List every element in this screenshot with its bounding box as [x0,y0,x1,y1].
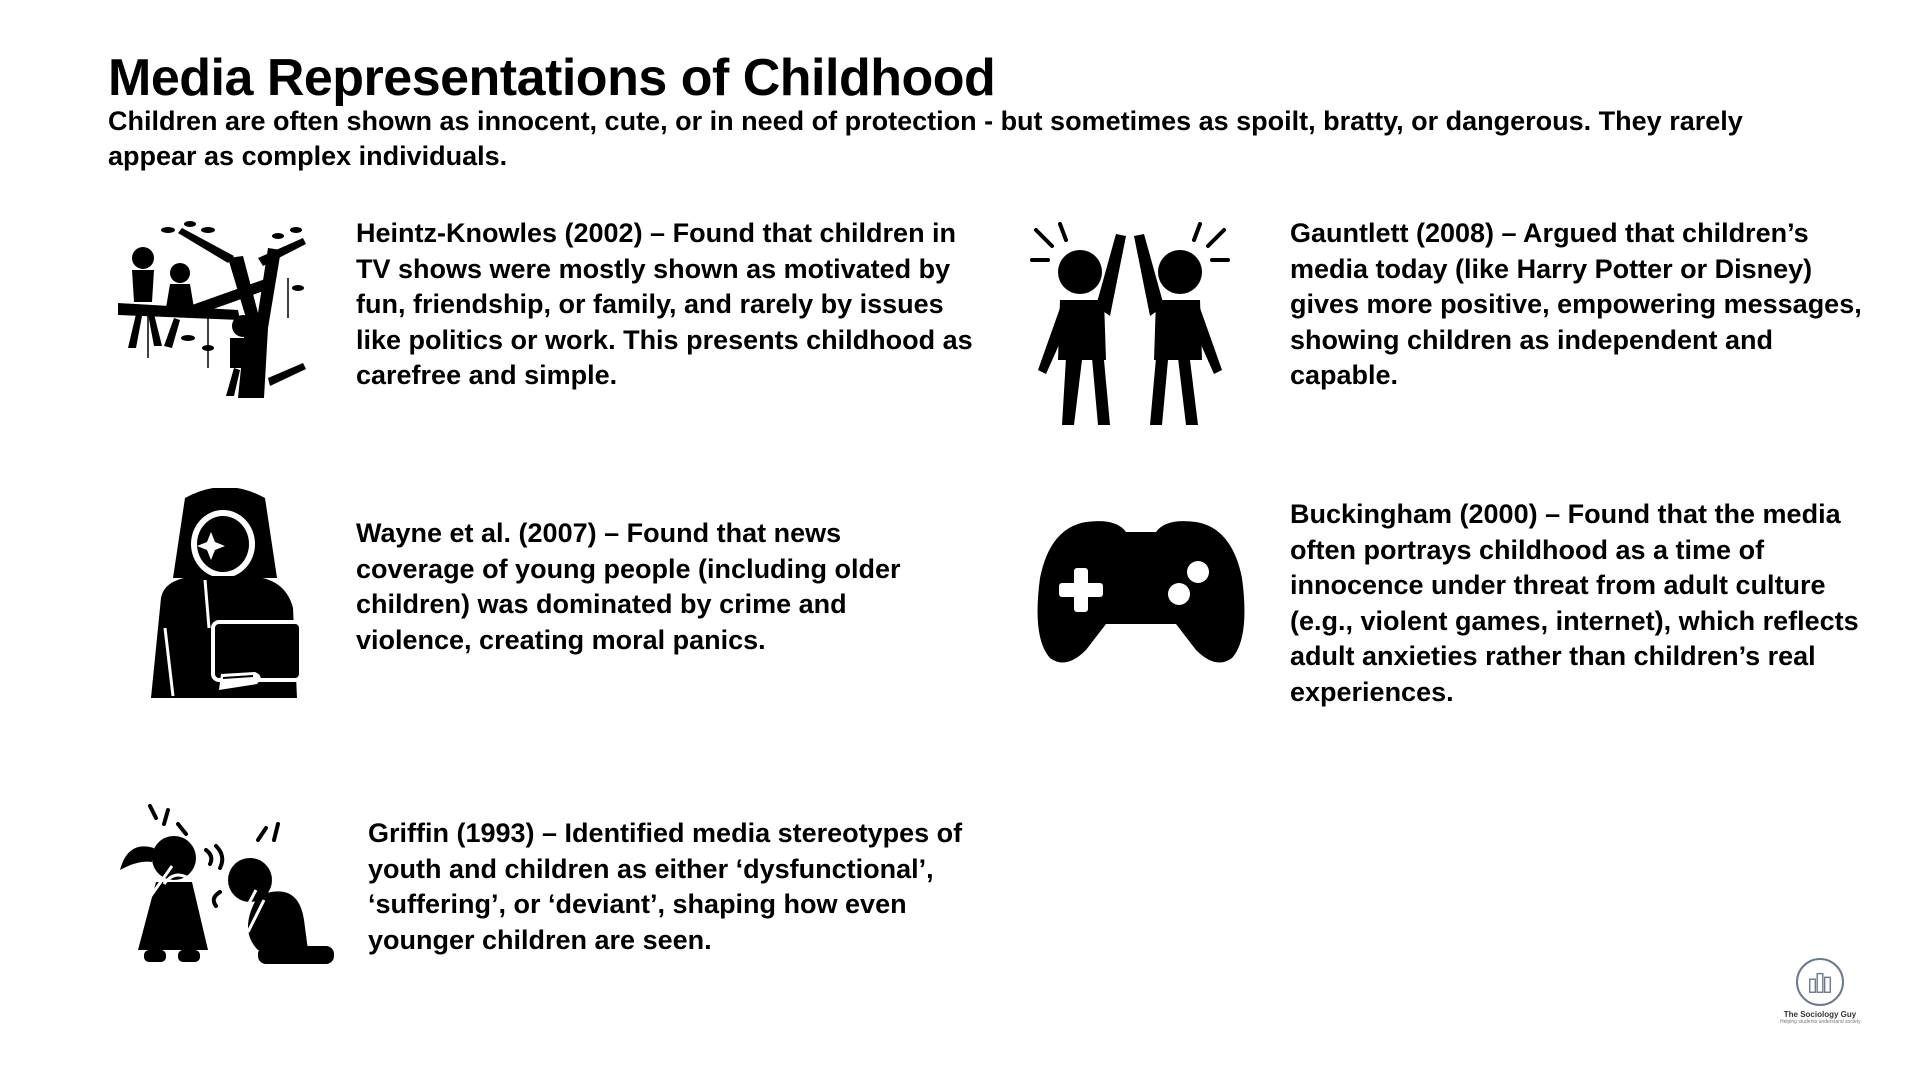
item-heintz-knowles: Heintz-Knowles (2002) – Found that children in TV shows were mostly shown as motivated by fun, friendship, or family, and rarely by issues like politics or work. This presents childhood as carefree and simple. [356,218,973,390]
page-subtitle: Children are often shown as innocent, cute, or in need of protection - but sometimes as spoilt, bratty, or dangerous. They rarely appear as complex individuals. [108,106,1743,171]
logo-building-icon [1796,958,1844,1006]
crying-children-icon [108,800,338,965]
the-sociology-guy-logo [1780,958,1860,1028]
hooded-hacker-icon [145,488,305,698]
logo-name: The Sociology Guy [1783,1010,1857,1019]
item-gauntlett: Gauntlett (2008) – Argued that children’s media today (like Harry Potter or Disney) gives more positive, empowering messages, showing children as independent and capable. [1290,218,1862,390]
item-griffin: Griffin (1993) – Identified media stereotypes of youth and children as either ‘dysfunctional’, ‘suffering’, or ‘deviant’, shaping how even younger children are seen. [368,818,963,955]
high-five-icon [1030,220,1230,430]
item-wayne: Wayne et al. (2007) – Found that news coverage of young people (including older children) was dominated by crime and violence, creating moral panics. [356,518,901,655]
page-title: Media Representations of Childhood [108,49,996,107]
item-buckingham: Buckingham (2000) – Found that the media often portrays childhood as a time of innocence under threat from adult culture (e.g., violent games, internet), which reflects adult anxieties rather than children’s real experiences. [1290,499,1859,707]
children-in-tree-icon [118,218,308,398]
game-controller-icon [1036,518,1246,666]
logo-tagline: Helping students understand society [1780,1019,1861,1025]
